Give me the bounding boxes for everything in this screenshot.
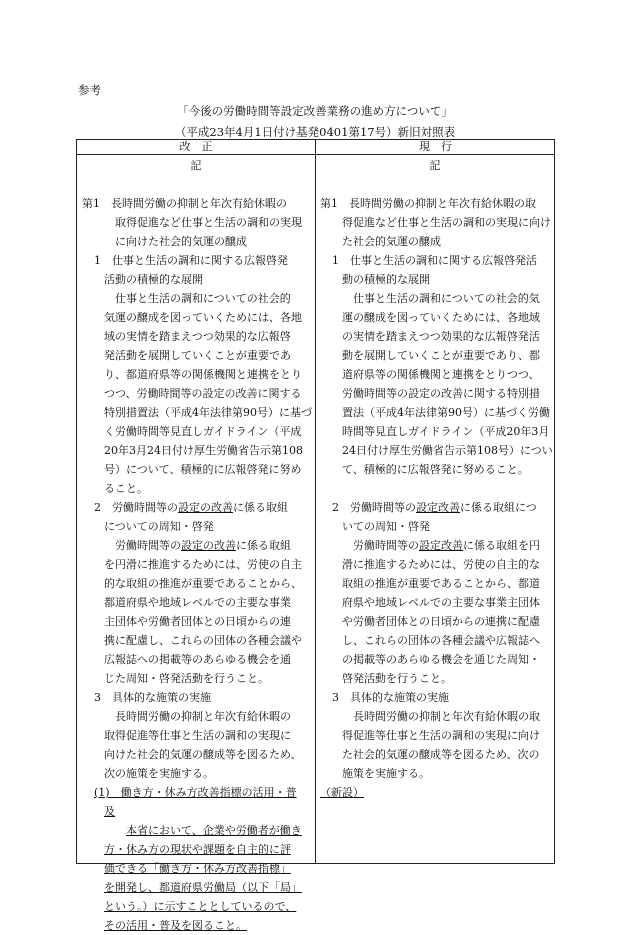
reference-label: 参考 — [78, 83, 101, 97]
text-line: 長時間労働の抑制と年次有給休暇の取 — [353, 710, 540, 723]
header-revised: 改 正 — [179, 140, 213, 153]
header-current: 現 行 — [419, 140, 452, 153]
text-line: 動の積極的な展開 — [342, 273, 430, 286]
header-divider — [77, 154, 554, 155]
text-line: く労働時間等見直しガイドライン（平成 — [104, 425, 302, 438]
spacer — [320, 479, 550, 498]
text-line: 活動の積極的な展開 — [104, 273, 203, 286]
text-line: (1) 働き方・休み方改善指標の活用・普 — [94, 786, 297, 799]
text-line: 向けた社会的気運の醸成等を図るため、 — [104, 748, 302, 761]
text-line: 第1 長時間労働の抑制と年次有給休暇の — [82, 197, 287, 210]
text-line: 仕事と生活の調和についての社会的 — [115, 292, 291, 305]
text-line: つつ、労働時間等の設定の改善に関する — [104, 387, 302, 400]
text-line: 1 仕事と生活の調和に関する広報啓発活 — [332, 254, 537, 267]
text-line: た社会的気運の醸成 — [342, 235, 441, 248]
text-line: 2 労働時間等の設定の改善に係る取組 — [94, 501, 288, 514]
text-line: 特別措置法（平成4年法律第90号）に基づ — [104, 406, 312, 419]
text-line: 取得促進など仕事と生活の調和の実現 — [115, 216, 302, 229]
text-line: 労働時間等の設定改善に係る取組を円 — [353, 539, 540, 552]
text-line: に向けた社会的気運の醸成 — [115, 235, 247, 248]
text-line: 号）について、積極的に広報啓発に努め — [104, 463, 302, 476]
text-line: 啓発活動を行うこと。 — [342, 672, 452, 685]
text-line: 時間等見直しガイドライン（平成20年3月 — [342, 425, 550, 438]
column-divider — [315, 140, 316, 863]
text-line: についての周知・啓発 — [104, 520, 214, 533]
text-line: その活用・普及を図ること。 — [104, 919, 247, 932]
text-line: ること。 — [104, 482, 148, 495]
text-line: 長時間労働の抑制と年次有給休暇の — [115, 710, 291, 723]
text-line: 得促進等仕事と生活の調和の実現に向け — [342, 729, 540, 742]
text-line: の実情を踏まえつつ効果的な広報啓発活 — [342, 330, 540, 343]
spacer — [82, 175, 310, 194]
text-line: 府県や地域レベルでの主要な事業主団体 — [342, 596, 540, 609]
text-line: 労働時間等の設定の改善に関する特別措 — [342, 387, 540, 400]
text-line: て、積極的に広報啓発に努めること。 — [342, 463, 529, 476]
ki-heading: 記 — [190, 159, 202, 172]
text-line: 施策を実施する。 — [342, 767, 430, 780]
text-line: 気運の醸成を図っていくためには、各地 — [104, 311, 302, 324]
text-line: 20年3月24日付け厚生労働省告示第108 — [104, 444, 303, 457]
text-line: 的な取組の推進が重要であることから、 — [104, 577, 302, 590]
text-line: 労働時間等の設定の改善に係る取組 — [115, 539, 291, 552]
text-line: 3 具体的な施策の実施 — [332, 691, 449, 704]
text-line: 第1 長時間労働の抑制と年次有給休暇の取 — [320, 197, 536, 210]
comparison-table — [76, 139, 555, 932]
text-line: 都道府県や地域レベルでの主要な事業 — [104, 596, 291, 609]
text-line: 取組の推進が重要であることから、都道 — [342, 577, 540, 590]
current-column — [320, 156, 553, 802]
text-line: 滑に推進するためには、労使の自主的な — [342, 558, 540, 571]
text-line: 価できる「働き方・休み方改善指標」 — [104, 862, 291, 875]
text-line: 仕事と生活の調和についての社会的気 — [353, 292, 540, 305]
text-line: 運の醸成を図っていくためには、各地域 — [342, 311, 540, 324]
text-line: 及 — [104, 805, 115, 818]
text-line: 方・休み方の現状や課題を自主的に評 — [104, 843, 291, 856]
text-line: 携に配慮し、これらの団体の各種会議や — [104, 634, 302, 647]
text-line: 1 仕事と生活の調和に関する広報啓発 — [94, 254, 288, 267]
text-line: 本省において、企業や労働者が働き — [126, 824, 302, 837]
text-line: 得促進など仕事と生活の調和の実現に向け — [342, 216, 551, 229]
text-line: の掲載等のあらゆる機会を通じた周知・ — [342, 653, 540, 666]
ki-heading: 記 — [429, 159, 441, 172]
text-line: 道府県等の関係機関と連携をとりつつ、 — [342, 368, 540, 381]
text-line: し、これらの団体の各種会議や広報誌へ — [342, 634, 540, 647]
text-line: いての周知・啓発 — [342, 520, 430, 533]
text-line: という。）に示すこととしているので、 — [104, 900, 297, 913]
text-line: 動を展開していくことが重要であり、都 — [342, 349, 540, 362]
text-line: 発活動を展開していくことが重要であ — [104, 349, 291, 362]
text-line: り、都道府県等の関係機関と連携をとり — [104, 368, 302, 381]
text-line: 24日付け厚生労働省告示第108号）につい — [342, 444, 553, 457]
text-line: 3 具体的な施策の実施 — [94, 691, 211, 704]
revised-column — [82, 156, 310, 935]
text-line: 置法（平成4年法律第90号）に基づく労働 — [342, 406, 550, 419]
spacer — [320, 175, 550, 194]
text-line: を円滑に推進するためには、労使の自主 — [104, 558, 302, 571]
document-title: 「今後の労働時間等設定改善業務の進め方について」 — [177, 104, 453, 118]
new-provision-label: （新設） — [320, 786, 364, 799]
text-line: 広報誌への掲載等のあらゆる機会を通 — [104, 653, 291, 666]
text-line: 取得促進等仕事と生活の調和の実現に — [104, 729, 291, 742]
text-line: じた周知・啓発活動を行うこと。 — [104, 672, 269, 685]
text-line: 2 労働時間等の設定改善に係る取組につ — [332, 501, 537, 514]
text-line: 主団体や労働者団体との日頃からの連 — [104, 615, 291, 628]
document-subtitle: （平成23年4月1日付け基発0401第17号）新旧対照表 — [174, 125, 456, 139]
text-line: 次の施策を実施する。 — [104, 767, 214, 780]
text-line: を開発し、都道府県労働局（以下「局」 — [104, 881, 302, 894]
text-line: 域の実情を踏まえつつ効果的な広報啓 — [104, 330, 291, 343]
text-line: や労働者団体との日頃からの連携に配慮 — [342, 615, 540, 628]
text-line: た社会的気運の醸成等を図るため、次の — [342, 748, 540, 761]
